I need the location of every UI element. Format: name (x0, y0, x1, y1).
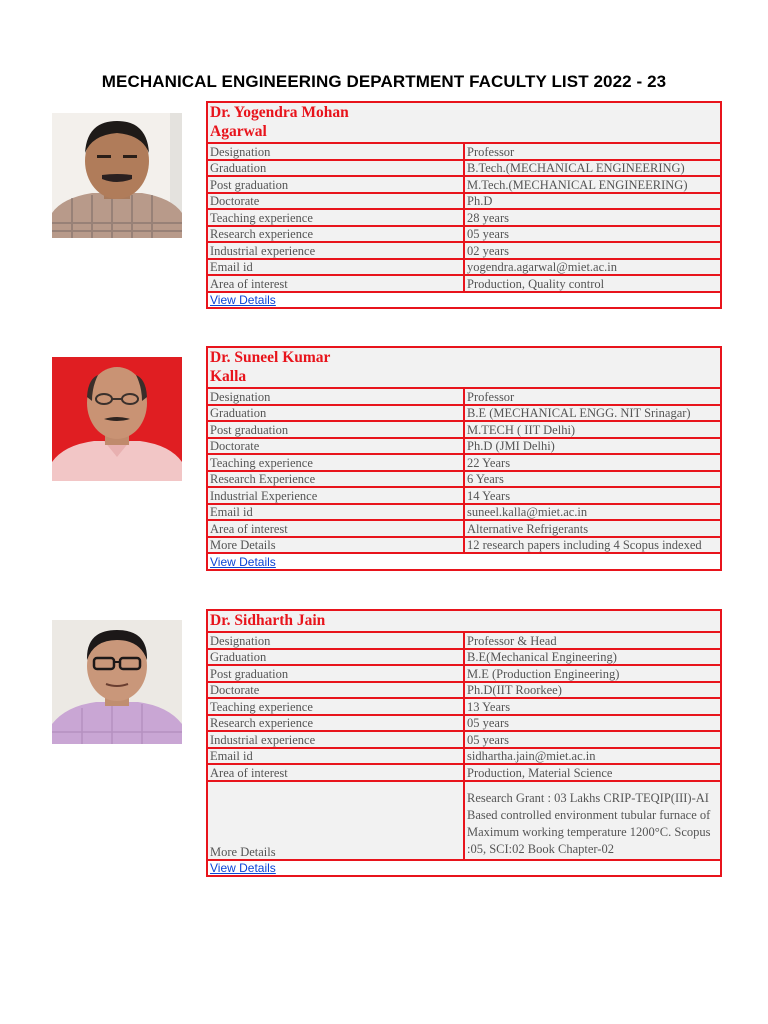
faculty-photo-2 (52, 357, 182, 481)
field-value: B.E(Mechanical Engineering) (464, 649, 721, 666)
faculty-photo-1 (52, 113, 182, 238)
field-label: Email id (207, 748, 464, 765)
portrait-image (52, 113, 182, 238)
field-value: M.E (Production Engineering) (464, 665, 721, 682)
field-value: 6 Years (464, 471, 721, 488)
view-details-cell (207, 553, 721, 570)
faculty-name: Dr. Sidharth Jain (207, 610, 721, 632)
field-label: Area of interest (207, 764, 464, 781)
field-value: Research Grant : 03 Lakhs CRIP-TEQIP(III)-AI Based controlled environment tubular furnace of Maximum working temperature 1200°C. Scopus :05, SCI:02 Book Chapter-02 (464, 781, 721, 860)
field-label: Doctorate (207, 682, 464, 699)
field-value: Ph.D (JMI Delhi) (464, 438, 721, 455)
field-label: Doctorate (207, 193, 464, 210)
field-label: Email id (207, 504, 464, 521)
field-label: Industrial Experience (207, 487, 464, 504)
field-label: Research experience (207, 715, 464, 732)
faculty-table-1 (206, 101, 722, 309)
view-details-link[interactable]: View Details (210, 861, 276, 875)
portrait-image (52, 620, 182, 744)
field-label: More Details (207, 781, 464, 860)
page-title: MECHANICAL ENGINEERING DEPARTMENT FACULTY LIST 2022 - 23 (101, 72, 667, 91)
field-value: Professor (464, 143, 721, 160)
email-value: sidhartha.jain@miet.ac.in (464, 748, 721, 765)
faculty-name: Dr. Yogendra Mohan Agarwal (207, 102, 721, 143)
view-details-cell (207, 860, 721, 877)
view-details-link[interactable]: View Details (210, 293, 276, 307)
view-details-link[interactable]: View Details (210, 554, 276, 569)
field-value: Alternative Refrigerants (464, 520, 721, 537)
field-label: Post graduation (207, 665, 464, 682)
field-value: 14 Years (464, 487, 721, 504)
field-label: Research Experience (207, 471, 464, 488)
field-value: 05 years (464, 715, 721, 732)
faculty-photo-3 (52, 620, 182, 744)
field-label: Research experience (207, 226, 464, 243)
field-label: Area of interest (207, 275, 464, 292)
field-label: Industrial experience (207, 242, 464, 259)
field-label: Teaching experience (207, 454, 464, 471)
field-value: Professor (464, 388, 721, 405)
email-value: yogendra.agarwal@miet.ac.in (464, 259, 721, 276)
field-value: 13 Years (464, 698, 721, 715)
field-label: Graduation (207, 405, 464, 422)
faculty-name: Dr. Suneel Kumar Kalla (207, 347, 721, 388)
view-details-cell (207, 292, 721, 309)
field-value: Ph.D (464, 193, 721, 210)
field-label: Graduation (207, 649, 464, 666)
field-value: 02 years (464, 242, 721, 259)
field-label: Area of interest (207, 520, 464, 537)
field-label: Teaching experience (207, 698, 464, 715)
field-label: Teaching experience (207, 209, 464, 226)
field-label: Industrial experience (207, 731, 464, 748)
field-value: B.Tech.(MECHANICAL ENGINEERING) (464, 160, 721, 177)
field-label: Designation (207, 632, 464, 649)
field-label: Graduation (207, 160, 464, 177)
field-value: 05 years (464, 731, 721, 748)
field-value: 12 research papers including 4 Scopus indexed (464, 537, 721, 554)
field-value: Production, Material Science (464, 764, 721, 781)
field-value: Professor & Head (464, 632, 721, 649)
field-label: Designation (207, 388, 464, 405)
field-value: M.TECH ( IIT Delhi) (464, 421, 721, 438)
email-value: suneel.kalla@miet.ac.in (464, 504, 721, 521)
field-value: M.Tech.(MECHANICAL ENGINEERING) (464, 176, 721, 193)
field-value: Production, Quality control (464, 275, 721, 292)
field-value: Ph.D(IIT Roorkee) (464, 682, 721, 699)
field-value: 28 years (464, 209, 721, 226)
field-label: Designation (207, 143, 464, 160)
field-value: 22 Years (464, 454, 721, 471)
field-label: Post graduation (207, 176, 464, 193)
faculty-table-3 (206, 609, 722, 877)
faculty-table-2 (206, 346, 722, 571)
field-label: Doctorate (207, 438, 464, 455)
field-value: B.E (MECHANICAL ENGG. NIT Srinagar) (464, 405, 721, 422)
field-label: Email id (207, 259, 464, 276)
field-value: 05 years (464, 226, 721, 243)
field-label: Post graduation (207, 421, 464, 438)
field-label: More Details (207, 537, 464, 554)
portrait-image (52, 357, 182, 481)
